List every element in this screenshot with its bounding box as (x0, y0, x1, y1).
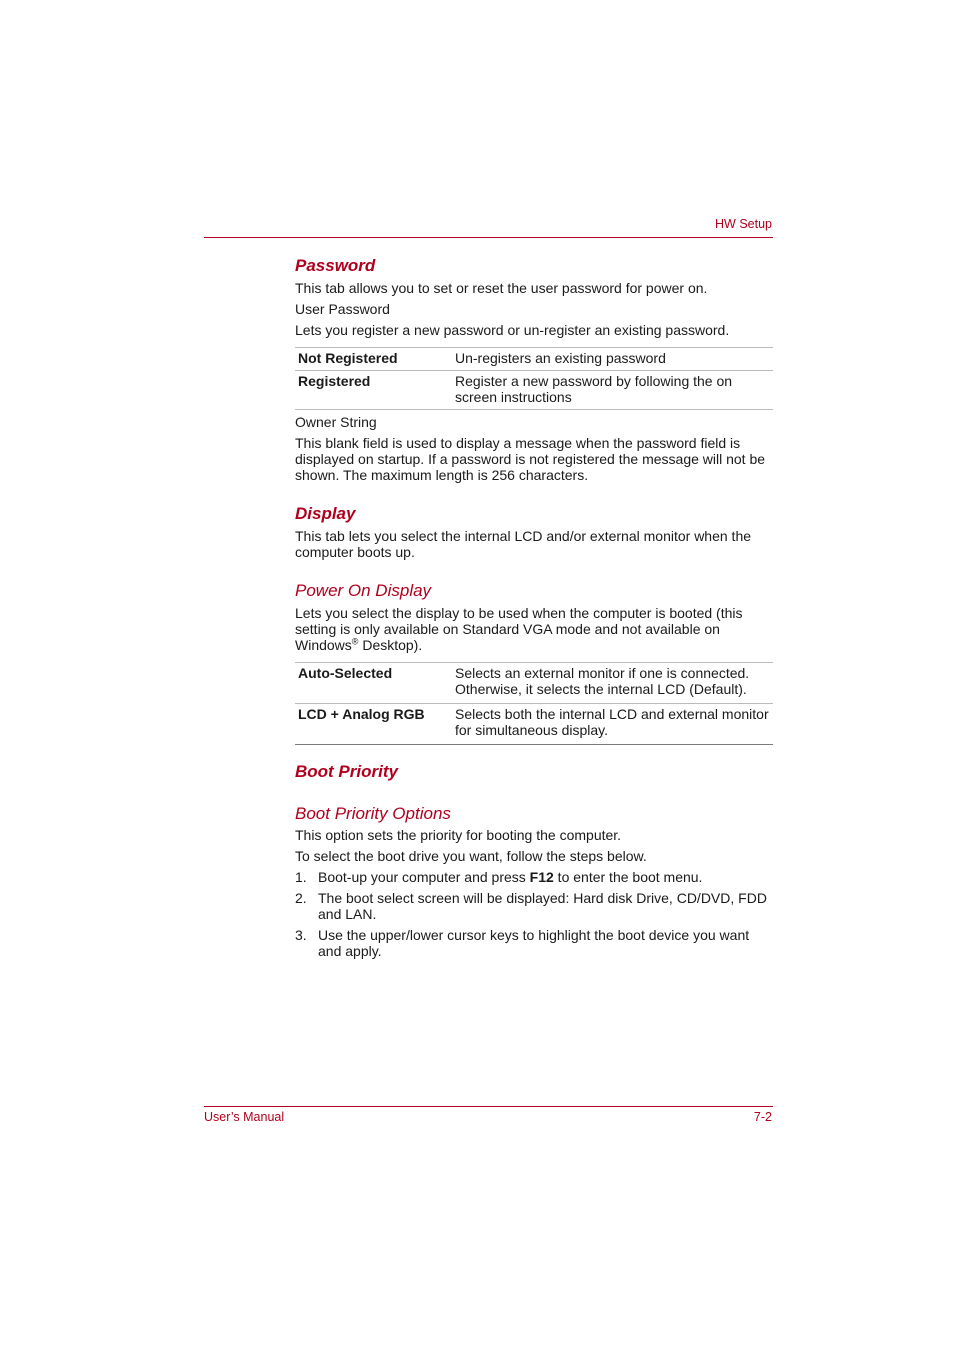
table-row (295, 348, 773, 371)
heading-power-on-display: Power On Display (295, 581, 432, 600)
user-password-desc: Lets you register a new password or un-register an existing password. (295, 322, 730, 338)
page-content (295, 256, 773, 959)
password-options-table (295, 347, 773, 410)
header-rule (204, 237, 773, 238)
heading-password: Password (295, 256, 376, 275)
owner-string-label: Owner String (295, 414, 377, 430)
step-text: Boot-up your computer and press (318, 869, 530, 885)
list-item (295, 890, 773, 922)
step-text: The boot select screen will be displayed: Hard disk Drive, CD/DVD, FDD and LAN. (318, 890, 767, 922)
step-text-end: to enter the boot menu. (553, 869, 703, 885)
table-desc: Selects an external monitor if one is connected. Otherwise, it selects the internal LCD (Default). (455, 665, 750, 697)
table-row (295, 371, 773, 410)
footer-rule (204, 1106, 773, 1107)
step-text: Use the upper/lower cursor keys to highlight the boot device you want and apply. (318, 927, 750, 959)
step-number: 1. (295, 869, 307, 885)
table-term: Registered (298, 373, 371, 389)
table-row (295, 704, 773, 745)
list-item (295, 869, 773, 885)
footer-page-number: 7-2 (753, 1110, 772, 1124)
desc-text: Lets you select the display to be used when the computer is booted (this setting is only available on Standard VGA mode and not available on Windows (295, 605, 743, 653)
heading-boot-priority-options: Boot Priority Options (295, 804, 451, 823)
power-on-display-table (295, 662, 773, 745)
power-on-display-desc (295, 605, 773, 653)
step-number: 2. (295, 890, 307, 906)
table-term: LCD + Analog RGB (298, 706, 425, 722)
table-term: Auto-Selected (298, 665, 393, 681)
table-term: Not Registered (298, 350, 398, 366)
key-f12: F12 (529, 869, 554, 885)
step-number: 3. (295, 927, 307, 943)
boot-intro-2: To select the boot drive you want, follow the steps below. (295, 848, 647, 864)
footer-manual-title: User’s Manual (204, 1110, 285, 1124)
table-desc: Selects both the internal LCD and external monitor for simultaneous display. (455, 706, 769, 738)
table-desc: Register a new password by following the on screen instructions (455, 373, 733, 405)
registered-mark: ® (351, 636, 359, 647)
display-intro: This tab lets you select the internal LCD and/or external monitor when the computer boots up. (295, 528, 752, 560)
table-row (295, 663, 773, 704)
heading-display: Display (295, 504, 356, 523)
heading-boot-priority: Boot Priority (295, 762, 398, 781)
list-item (295, 927, 773, 959)
boot-intro-1: This option sets the priority for booting the computer. (295, 827, 622, 843)
table-desc: Un-registers an existing password (455, 350, 666, 366)
password-intro: This tab allows you to set or reset the user password for power on. (295, 280, 708, 296)
running-header: HW Setup (715, 217, 772, 231)
user-password-label: User Password (295, 301, 390, 317)
owner-string-desc: This blank field is used to display a message when the password field is displayed on startup. If a password is not registered the message will not be shown. The maximum length is 256 characters. (295, 435, 766, 483)
desc-text-end: Desktop). (358, 637, 423, 653)
boot-steps-list (295, 869, 773, 959)
